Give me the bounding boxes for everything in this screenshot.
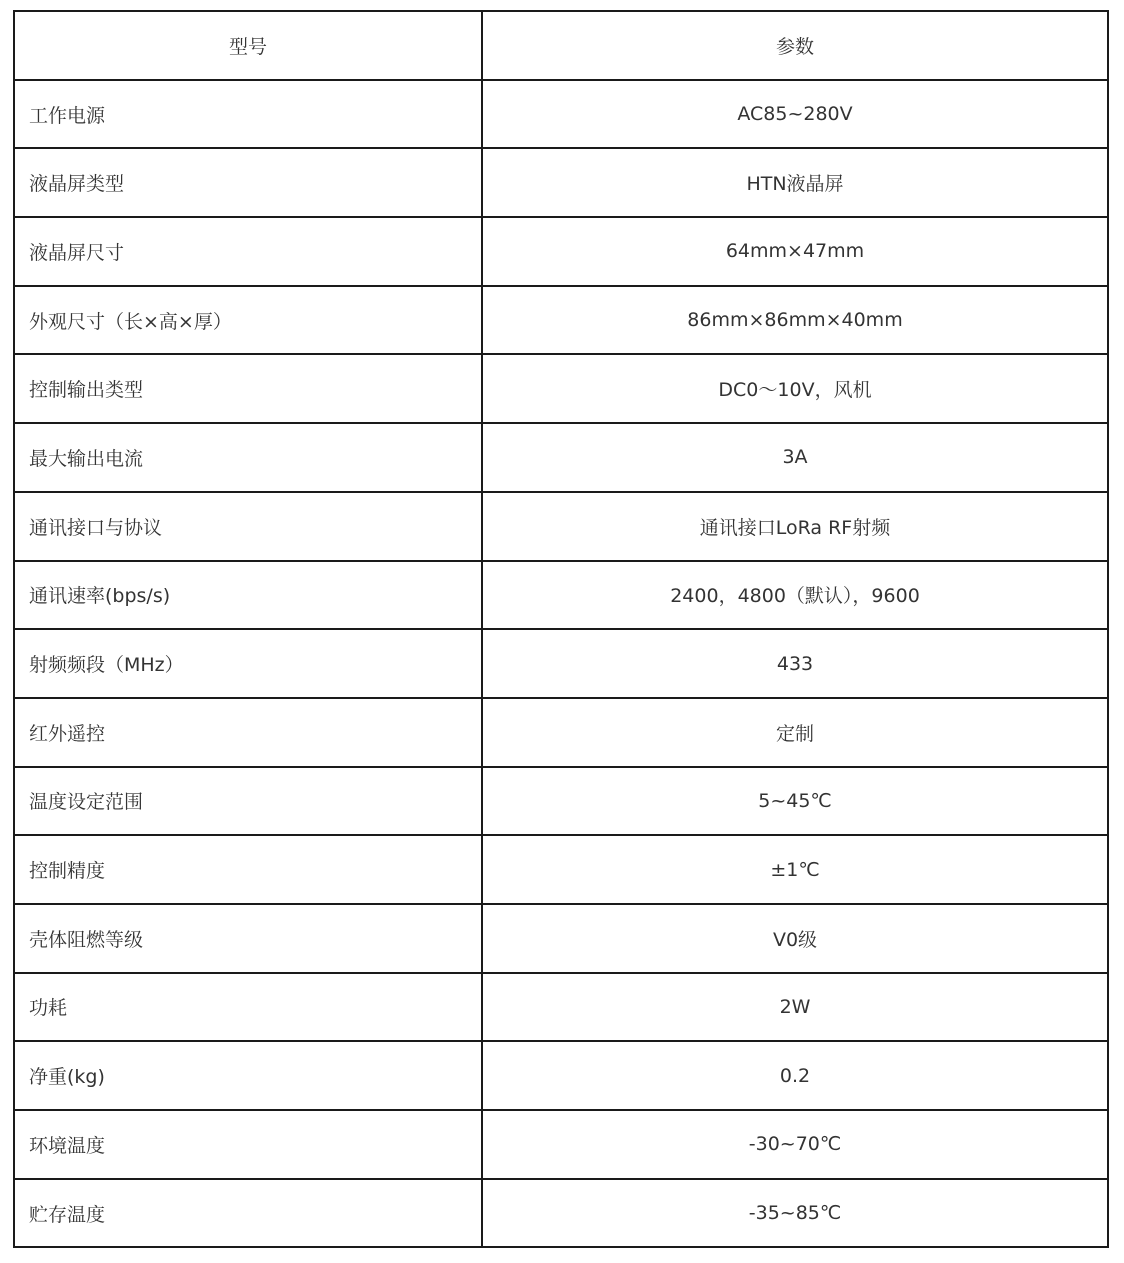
table-row — [14, 1041, 1108, 1110]
row-value: AC85~280V — [482, 80, 1108, 149]
row-name: 工作电源 — [14, 80, 482, 149]
row-name: 液晶屏类型 — [14, 148, 482, 217]
row-name: 壳体阻燃等级 — [14, 904, 482, 973]
table-row — [14, 904, 1108, 973]
row-value: ±1℃ — [482, 835, 1108, 904]
row-value: 通讯接口LoRa RF射频 — [482, 492, 1108, 561]
row-value: DC0～10V，风机 — [482, 354, 1108, 423]
row-name: 液晶屏尺寸 — [14, 217, 482, 286]
spec-table — [13, 10, 1109, 1248]
table-row — [14, 698, 1108, 767]
row-name: 射频频段（MHz） — [14, 629, 482, 698]
row-value: 2W — [482, 973, 1108, 1042]
row-value: 3A — [482, 423, 1108, 492]
table-row — [14, 561, 1108, 630]
row-name: 环境温度 — [14, 1110, 482, 1179]
row-value: 2400，4800（默认），9600 — [482, 561, 1108, 630]
table-row — [14, 80, 1108, 149]
table-header-row — [14, 11, 1108, 80]
row-name: 通讯速率(bps/s) — [14, 561, 482, 630]
row-value: 64mm×47mm — [482, 217, 1108, 286]
row-value: 5~45℃ — [482, 767, 1108, 836]
row-name: 通讯接口与协议 — [14, 492, 482, 561]
row-name: 控制精度 — [14, 835, 482, 904]
row-name: 外观尺寸（长×高×厚） — [14, 286, 482, 355]
row-value: V0级 — [482, 904, 1108, 973]
table-row — [14, 1110, 1108, 1179]
row-value: 433 — [482, 629, 1108, 698]
table-row — [14, 973, 1108, 1042]
row-value: -30~70℃ — [482, 1110, 1108, 1179]
row-value: 0.2 — [482, 1041, 1108, 1110]
table-row — [14, 423, 1108, 492]
row-name: 温度设定范围 — [14, 767, 482, 836]
row-value: 定制 — [482, 698, 1108, 767]
row-name: 红外遥控 — [14, 698, 482, 767]
table-row — [14, 835, 1108, 904]
table-row — [14, 217, 1108, 286]
row-name: 贮存温度 — [14, 1179, 482, 1248]
header-model: 型号 — [14, 11, 482, 80]
row-name: 净重(kg) — [14, 1041, 482, 1110]
header-params: 参数 — [482, 11, 1108, 80]
row-value: HTN液晶屏 — [482, 148, 1108, 217]
row-name: 最大输出电流 — [14, 423, 482, 492]
table-row — [14, 286, 1108, 355]
table-row — [14, 492, 1108, 561]
row-name: 功耗 — [14, 973, 482, 1042]
table-row — [14, 148, 1108, 217]
table-row — [14, 767, 1108, 836]
row-name: 控制输出类型 — [14, 354, 482, 423]
row-value: 86mm×86mm×40mm — [482, 286, 1108, 355]
row-value: -35~85℃ — [482, 1179, 1108, 1248]
table-row — [14, 629, 1108, 698]
table-row — [14, 1179, 1108, 1248]
table-row — [14, 354, 1108, 423]
